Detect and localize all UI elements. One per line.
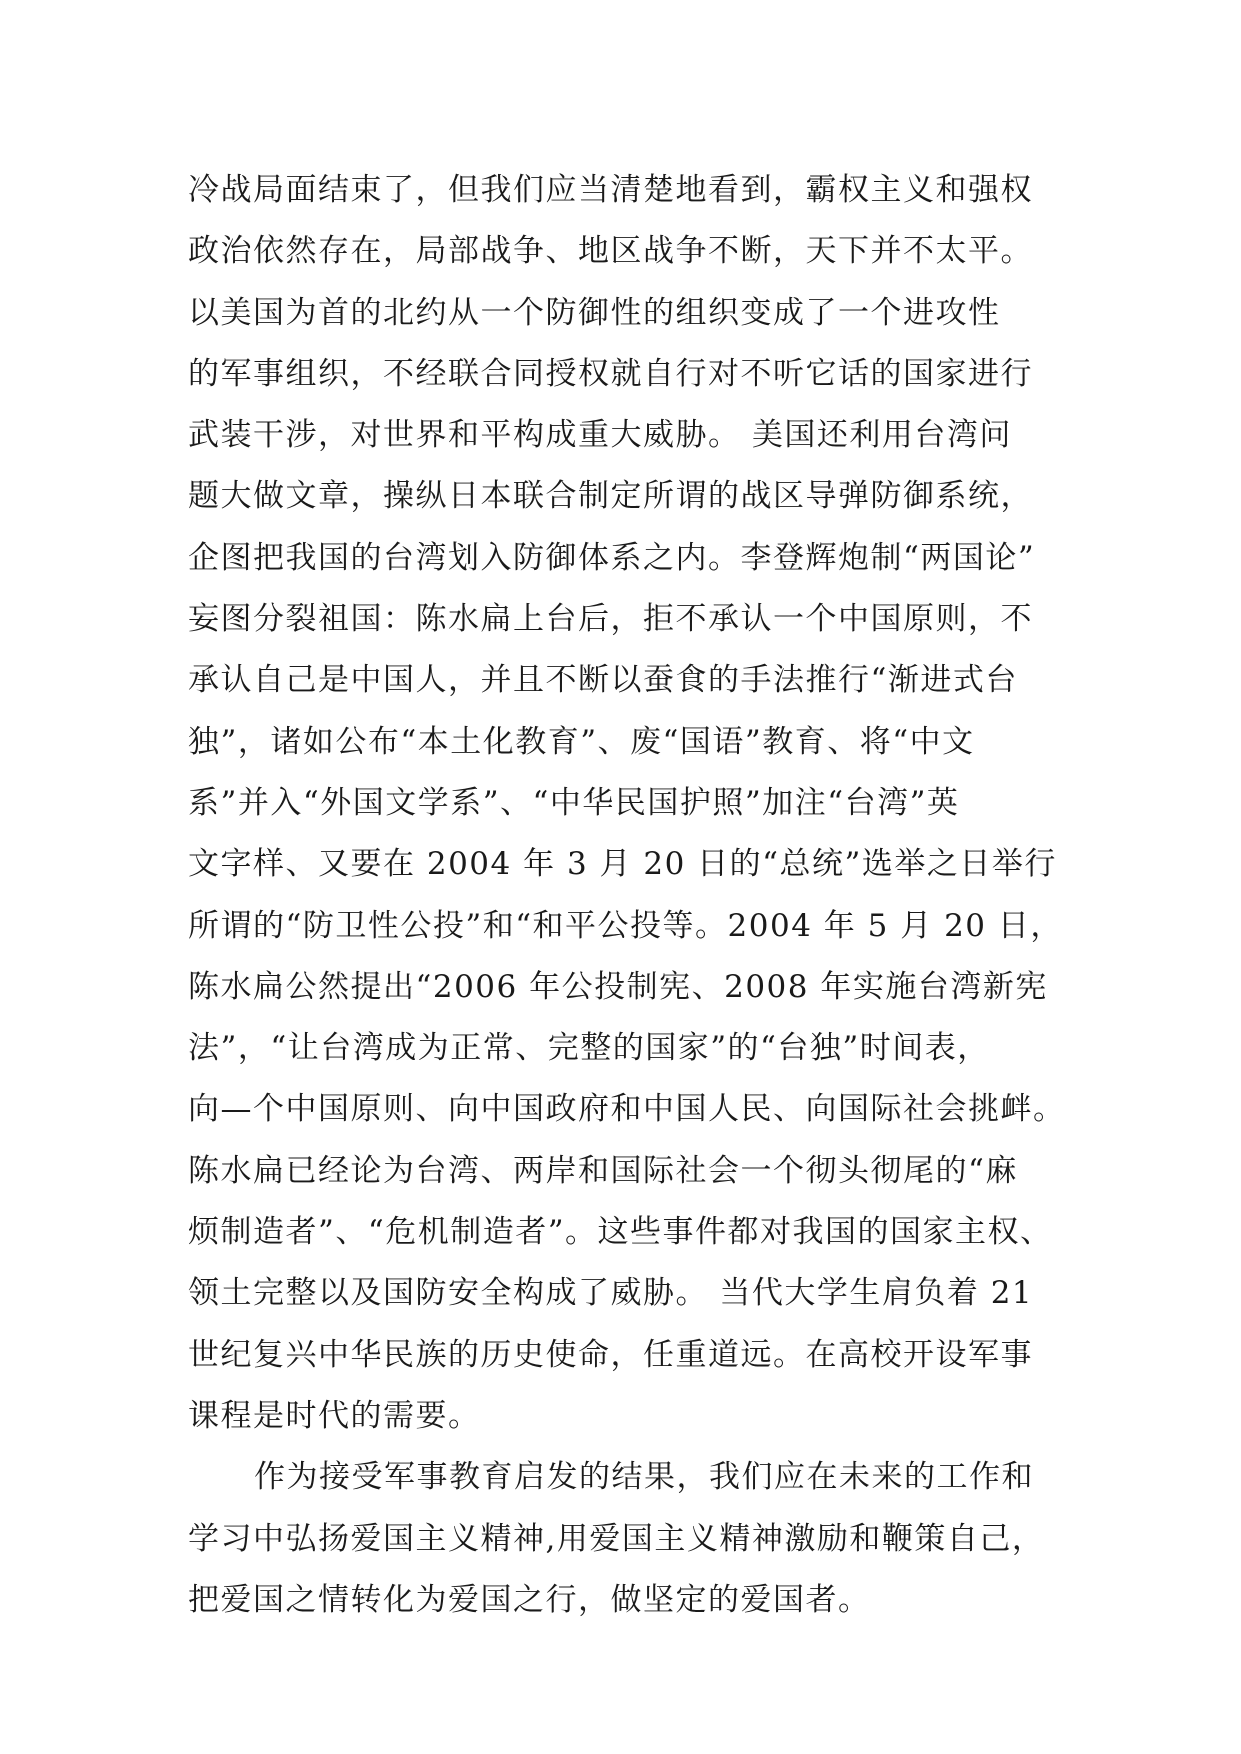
text-line: 独”，诸如公布“本土化教育”、废“国语”教育、将“中文 xyxy=(188,723,975,760)
text-line: 以美国为首的北约从一个防御性的组织变成了一个进攻性 xyxy=(188,294,1001,331)
text-line: 世纪复兴中华民族的历史使命，任重道远。在高校开设军事 xyxy=(188,1336,1033,1373)
text-line: 领土完整以及国防安全构成了威胁。 当代大学生肩负着 21 xyxy=(188,1275,1034,1312)
paragraph-2 xyxy=(188,1447,1068,1631)
text-line: 把爱国之情转化为爱国之行，做坚定的爱国者。 xyxy=(188,1581,871,1618)
text-line: 文字样、又要在 2004 年 3 月 20 日的“总统”选举之日举行 xyxy=(188,846,1057,883)
text-line: 题大做文章，操纵日本联合制定所谓的战区导弹防御系统， xyxy=(188,478,1033,515)
text-line: 作为接受军事教育启发的结果，我们应在未来的工作和 xyxy=(254,1459,1034,1496)
text-line: 的军事组织，不经联合同授权就自行对不听它话的国家进行 xyxy=(188,355,1033,392)
text-line: 武装干涉，对世界和平构成重大威胁。 美国还利用台湾问 xyxy=(188,417,1012,454)
text-line: 陈水扁已经论为台湾、两岸和国际社会一个彻头彻尾的“麻 xyxy=(188,1152,1018,1189)
text-line: 所谓的“防卫性公投”和“和平公投等。2004 年 5 月 20 日， xyxy=(188,907,1063,944)
text-line: 向—个中国原则、向中国政府和中国人民、向国际社会挑衅。 xyxy=(188,1091,1066,1128)
text-line: 学习中弘扬爱国主义精神,用爱国主义精神激励和鞭策自己， xyxy=(188,1520,1045,1557)
text-line: 冷战局面结束了，但我们应当清楚地看到，霸权主义和强权 xyxy=(188,172,1033,208)
paragraph-1 xyxy=(188,160,1068,1447)
text-line: 陈水扁公然提出“2006 年公投制宪、2008 年实施台湾新宪 xyxy=(188,968,1048,1005)
text-line: 政治依然存在，局部战争、地区战争不断，天下并不太平。 xyxy=(188,233,1033,270)
text-line: 课程是时代的需要。 xyxy=(188,1397,481,1434)
text-line: 烦制造者”、“危机制造者”。这些事件都对我国的国家主权、 xyxy=(188,1214,1053,1251)
text-line: 承认自己是中国人，并且不断以蚕食的手法推行“渐进式台 xyxy=(188,662,1018,699)
text-line: 妄图分裂祖国：陈水扁上台后，拒不承认一个中国原则，不 xyxy=(188,601,1033,638)
body-text xyxy=(188,160,1068,1631)
text-line: 企图把我国的台湾划入防御体系之内。李登辉炮制“两国论” xyxy=(188,539,1036,576)
text-line: 系”并入“外国文学系”、“中华民国护照”加注“台湾”英 xyxy=(188,784,960,821)
text-line: 法”，“让台湾成为正常、完整的国家”的“台独”时间表， xyxy=(188,1030,990,1067)
